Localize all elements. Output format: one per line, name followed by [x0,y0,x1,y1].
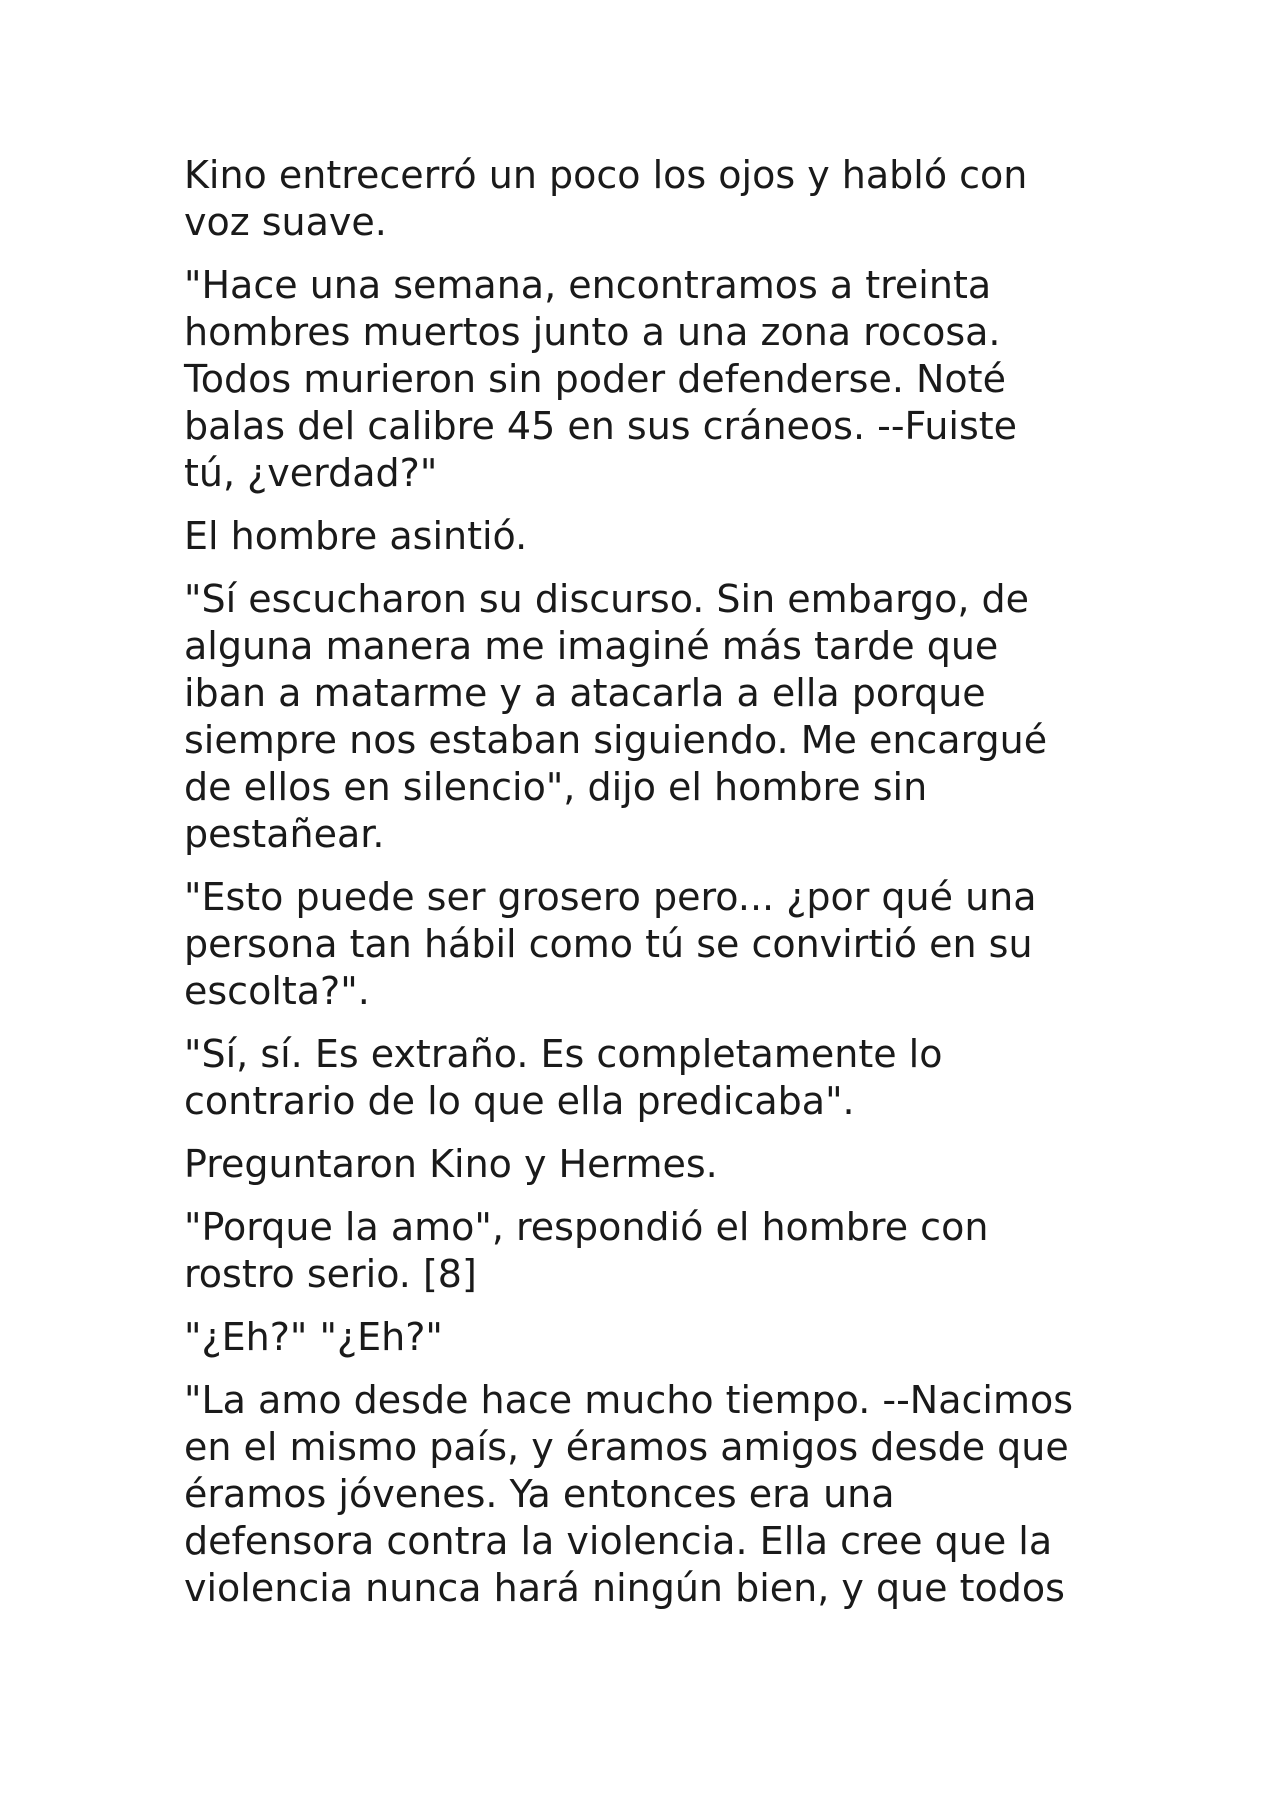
paragraph-4: "Sí escucharon su discurso. Sin embargo, de alguna manera me imaginé más tarde que iban a matarme y a atacarla a ella porque siempre nos estaban siguiendo. Me encargué de ellos en silencio", dijo el hombre sin pestañear. [184,577,1048,856]
paragraph-2: "Hace una semana, encontramos a treinta hombres muertos junto a una zona rocosa. Todos murieron sin poder defenderse. Noté balas del calibre 45 en sus cráneos. --Fuiste tú, ¿verdad?" [184,263,1018,495]
paragraph-6: "Sí, sí. Es extraño. Es completamente lo contrario de lo que ella predicaba". [184,1032,943,1123]
body-text [184,152,1124,1628]
paragraph-9: "¿Eh?" "¿Eh?" [184,1315,443,1359]
paragraph-1: Kino entrecerró un poco los ojos y habló con voz suave. [184,153,1028,244]
paragraph-7: Preguntaron Kino y Hermes. [184,1142,718,1186]
paragraph-3: El hombre asintió. [184,514,528,558]
paragraph-8: "Porque la amo", respondió el hombre con rostro serio. [8] [184,1205,989,1296]
paragraph-5: "Esto puede ser grosero pero... ¿por qué una persona tan hábil como tú se convirtió en su escolta?". [184,875,1037,1013]
paragraph-10: "La amo desde hace mucho tiempo. --Nacimos en el mismo país, y éramos amigos desde que éramos jóvenes. Ya entonces era una defensora contra la violencia. Ella cree que la violencia nunca hará ningún bien, y que todos [184,1378,1074,1610]
